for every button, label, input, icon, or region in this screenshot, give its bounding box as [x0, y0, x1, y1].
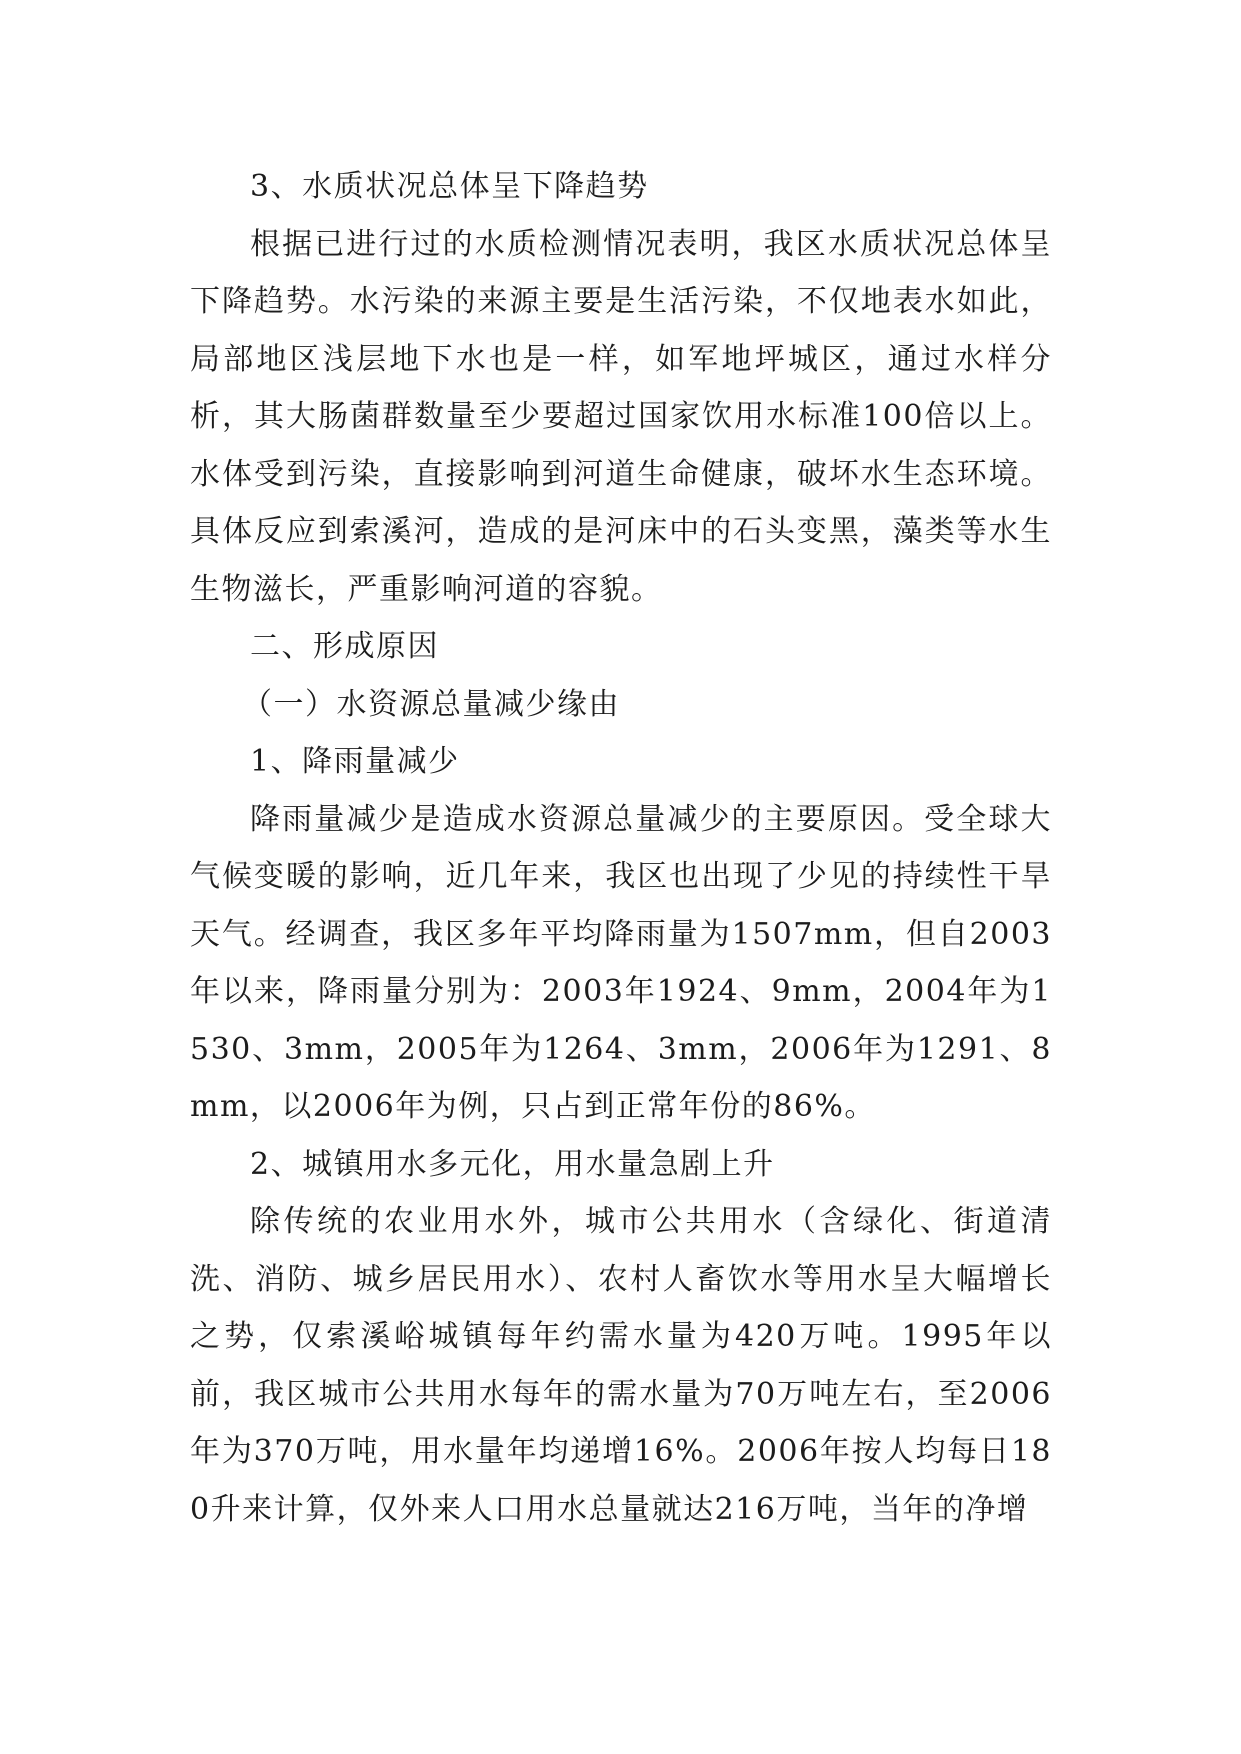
paragraph-water-quality: 根据已进行过的水质检测情况表明，我区水质状况总体呈下降趋势。水污染的来源主要是生活污染，不仅地表水如此，局部地区浅层地下水也是一样，如军地坪城区，通过水样分析，其大肠菌群数量至少要超过国家饮用水标准100倍以上。水体受到污染，直接影响到河道生命健康，破坏水生态环境。具体反应到索溪河，造成的是河床中的石头变黑，藻类等水生生物滋长，严重影响河道的容貌。	[190, 226, 1052, 607]
paragraph-rainfall: 降雨量减少是造成水资源总量减少的主要原因。受全球大气候变暖的影响，近几年来，我区也出现了少见的持续性干旱天气。经调查，我区多年平均降雨量为1507mm，但自2003年以来，降雨量分别为：2003年1924、9mm，2004年为1530、3mm，2005年为1264、3mm，2006年为1291、8mm，以2006年为例，只占到正常年份的86%。	[190, 801, 1052, 1124]
heading-water-resource-decrease: （一）水资源总量减少缘由	[242, 686, 620, 722]
heading-rainfall-decrease: 1、降雨量减少	[250, 744, 460, 779]
document-body	[190, 158, 1052, 1538]
paragraph-urban-water-use: 除传统的农业用水外，城市公共用水（含绿化、街道清洗、消防、城乡居民用水）、农村人畜饮水等用水呈大幅增长之势，仅索溪峪城镇每年约需水量为420万吨。1995年以前，我区城市公共用水每年的需水量为70万吨左右，至2006年为370万吨，用水量年均递增16%。2006年按人均每日180升来计算，仅外来人口用水总量就达216万吨，当年的净增	[190, 1204, 1052, 1527]
heading-urban-water-use: 2、城镇用水多元化，用水量急剧上升	[250, 1146, 775, 1182]
heading-water-quality-trend: 3、水质状况总体呈下降趋势	[250, 169, 649, 204]
heading-causes: 二、形成原因	[250, 629, 439, 664]
